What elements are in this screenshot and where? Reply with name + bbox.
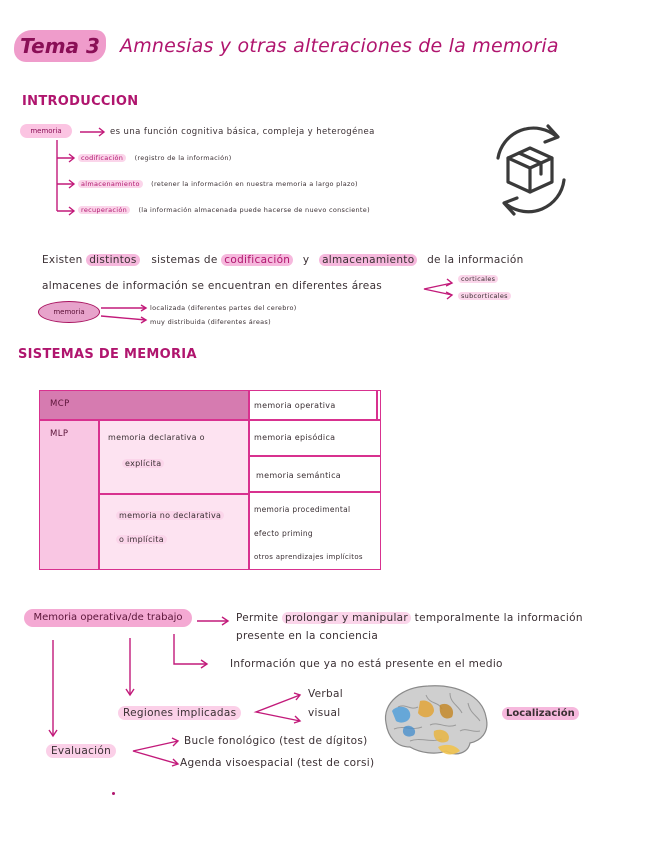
otros-label: otros aprendizajes implícitos xyxy=(254,553,363,561)
text: de la información xyxy=(427,254,524,266)
memoria-label: memoria xyxy=(20,124,72,138)
operativa-line1 xyxy=(236,612,583,624)
evaluacion-label: Evaluación xyxy=(46,744,116,758)
declarativa-label: memoria declarativa o xyxy=(108,433,205,442)
implicita-label: o implícita xyxy=(116,535,167,544)
bucle-fonologico: Bucle fonológico (test de dígitos) xyxy=(184,735,368,747)
mcp-label: MCP xyxy=(50,399,70,409)
text: Existen xyxy=(42,254,83,266)
step-term: codificación xyxy=(78,154,126,162)
declarativa-cell xyxy=(98,419,248,493)
highlight-word: prolongar y manipular xyxy=(282,612,411,624)
text: y xyxy=(302,254,310,266)
operativa-line2: presente en la conciencia xyxy=(236,630,379,642)
area-subcorticales: subcorticales xyxy=(458,292,511,300)
explicita-label: explícita xyxy=(122,459,164,468)
intro-heading: INTRODUCCION xyxy=(22,94,139,109)
visual-label: visual xyxy=(308,707,341,719)
sistemas-heading: SISTEMAS DE MEMORIA xyxy=(18,347,197,362)
area-corticales: corticales xyxy=(458,275,498,283)
mlp-cell xyxy=(40,419,98,569)
semantica-label: memoria semántica xyxy=(256,471,341,480)
priming-label: efecto priming xyxy=(254,529,313,538)
systems-sentence xyxy=(42,254,524,266)
text: Permite xyxy=(236,612,279,624)
memory-systems-table xyxy=(39,390,381,570)
memoria-distribuida: muy distribuida (diferentes áreas) xyxy=(150,318,271,326)
highlight-word: distintos xyxy=(86,254,139,266)
ink-dot xyxy=(112,792,115,795)
step-desc: (la información almacenada puede hacerse de nuevo consciente) xyxy=(138,206,370,214)
step-desc: (registro de la información) xyxy=(134,154,232,162)
localizacion-label: Localización xyxy=(502,707,579,720)
highlight-word: codificación xyxy=(221,254,293,266)
no-declarativa-cell xyxy=(98,493,248,569)
memoria-definition: es una función cognitiva básica, compleja y heterogénea xyxy=(110,127,375,137)
memoria-oval: memoria xyxy=(38,301,100,323)
memoria-operativa-pill: Memoria operativa/de trabajo xyxy=(24,609,192,627)
mlp-label: MLP xyxy=(50,429,69,439)
step-term: almacenamiento xyxy=(78,180,143,188)
recycle-box-icon xyxy=(478,118,582,222)
page-title: Amnesias y otras alteraciones de la memoria xyxy=(120,35,559,57)
mcp-cell xyxy=(40,391,248,419)
step-recuperacion xyxy=(78,206,370,214)
brain-icon xyxy=(376,681,492,761)
topic-badge: Tema 3 xyxy=(14,30,106,62)
areas-sentence: almacenes de información se encuentran en diferentes áreas xyxy=(42,280,383,292)
episodica-label: memoria episódica xyxy=(254,433,336,442)
step-desc: (retener la información en nuestra memoria a largo plazo) xyxy=(151,180,358,188)
verbal-label: Verbal xyxy=(308,688,343,700)
text: sistemas de xyxy=(151,254,218,266)
agenda-visoespacial: Agenda visoespacial (test de corsi) xyxy=(180,757,375,769)
no-declarativa-label: memoria no declarativa xyxy=(116,511,224,520)
text: temporalmente la información xyxy=(414,612,583,624)
step-almacenamiento xyxy=(78,180,358,188)
step-term: recuperación xyxy=(78,206,130,214)
step-codificacion xyxy=(78,154,232,162)
memoria-localizada: localizada (diferentes partes del cerebro) xyxy=(150,304,297,312)
procedimental-label: memoria procedimental xyxy=(254,505,351,514)
operativa-line3: Información que ya no está presente en el medio xyxy=(230,658,503,670)
operativa-label: memoria operativa xyxy=(254,401,336,410)
regiones-label: Regiones implicadas xyxy=(118,706,241,720)
highlight-word: almacenamiento xyxy=(319,254,417,266)
